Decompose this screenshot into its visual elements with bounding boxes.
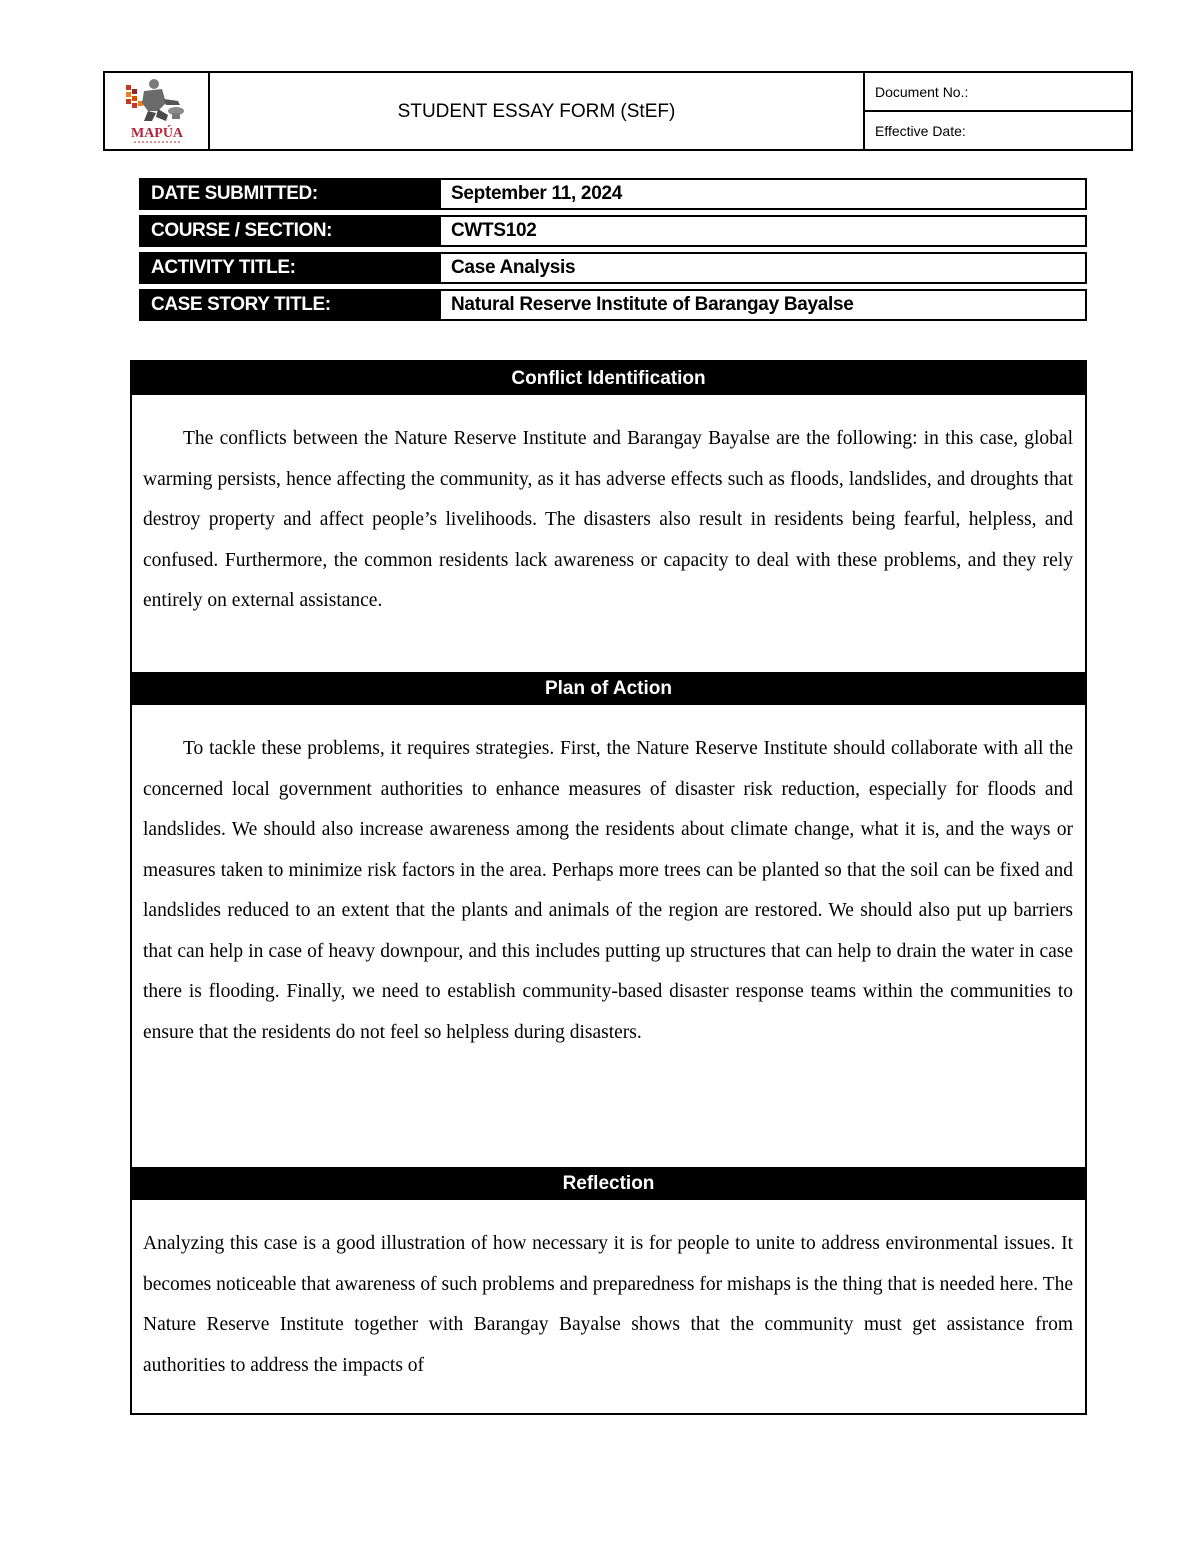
essay-sections: [130, 360, 1087, 1415]
info-row-course: [139, 215, 1087, 247]
effective-date-label: Effective Date:: [865, 110, 1131, 149]
date-submitted-value: September 11, 2024: [439, 178, 1087, 210]
date-submitted-label: DATE SUBMITTED:: [139, 178, 439, 210]
section-heading-plan: Plan of Action: [132, 672, 1085, 705]
activity-title-value: Case Analysis: [439, 252, 1087, 284]
plan-paragraph: To tackle these problems, it requires strategies. First, the Nature Reserve Institute should collaborate with all the concerned local government authorities to enhance measures of disaster risk reduction, especially for floods and landslides. We should also increase awareness among the residents about climate change, what it is, and the ways or measures taken to minimize risk factors in the area. Perhaps more trees can be planted so that the soil can be fixed and landslides reduced to an extent that the plants and animals of the region are restored. We should also put up barriers that can help in case of heavy downpour, and this includes putting up structures that can help to drain the water in case there is flooding. Finally, we need to establish community-based disaster response teams within the communities to ensure that the residents do not feel so helpless during disasters.: [143, 738, 1073, 1043]
form-title: STUDENT ESSAY FORM (StEF): [210, 73, 865, 149]
case-story-title-label: CASE STORY TITLE:: [139, 289, 439, 321]
section-heading-reflection: Reflection: [132, 1167, 1085, 1200]
svg-text:MAPÚA: MAPÚA: [130, 126, 183, 141]
conflict-paragraph: The conflicts between the Nature Reserve Institute and Barangay Bayalse are the following: in this case, global warming persists, hence affecting the community, as it has adverse effects such as floods, landslides, and droughts that destroy property and affect people’s livelihoods. The disasters also result in residents being fearful, helpless, and confused. Furthermore, the common residents lack awareness or capacity to deal with these problems, and they rely entirely on external assistance.: [143, 428, 1073, 611]
section-heading-conflict: Conflict Identification: [132, 362, 1085, 395]
submission-info-table: [139, 178, 1087, 326]
info-row-date: [139, 178, 1087, 210]
logo-cell: [105, 73, 210, 149]
course-section-value: CWTS102: [439, 215, 1087, 247]
section-body-plan: [132, 705, 1085, 1167]
document-no-label: Document No.:: [875, 83, 969, 100]
case-story-title-value: Natural Reserve Institute of Barangay Bayalse: [439, 289, 1087, 321]
form-header: [103, 71, 1133, 151]
section-body-reflection: [132, 1200, 1085, 1386]
info-row-activity: [139, 252, 1087, 284]
activity-title-label: ACTIVITY TITLE:: [139, 252, 439, 284]
document-meta: [865, 73, 1131, 149]
section-body-conflict: [132, 395, 1085, 672]
course-section-label: COURSE / SECTION:: [139, 215, 439, 247]
university-logo: [122, 75, 192, 147]
reflection-paragraph: Analyzing this case is a good illustration of how necessary it is for people to unite to address environmental issues. It becomes noticeable that awareness of such problems and preparedness for mishaps is the thing that is needed here. The Nature Reserve Institute together with Barangay Bayalse shows that the community must get assistance from authorities to address the impacts of: [143, 1233, 1073, 1376]
info-row-case-story: [139, 289, 1087, 321]
